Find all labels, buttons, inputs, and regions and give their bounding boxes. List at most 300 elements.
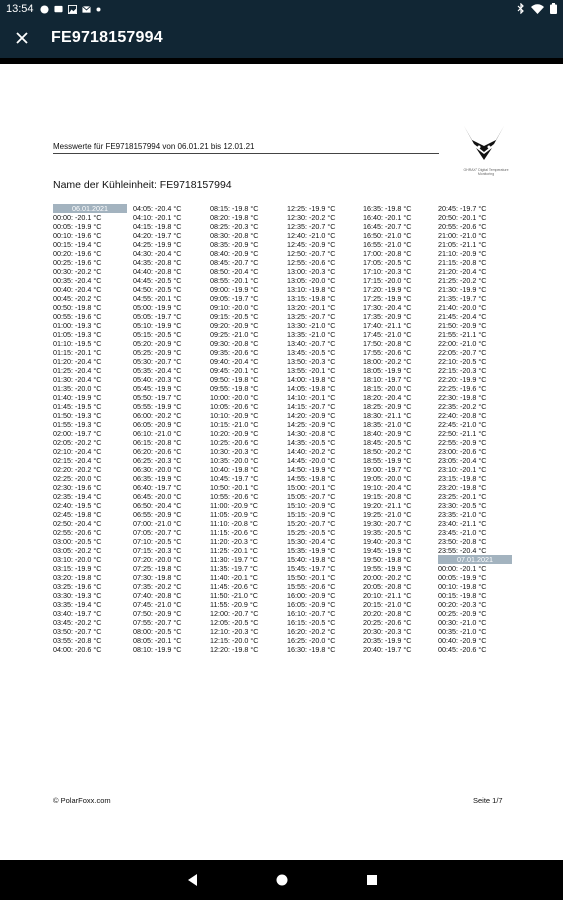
measurement-row: 10:20: -20.9 °C <box>210 429 259 438</box>
measurement-row: 15:25: -20.5 °C <box>287 528 336 537</box>
measurement-row: 03:45: -20.2 °C <box>53 618 102 627</box>
measurement-row: 15:50: -20.1 °C <box>287 573 336 582</box>
measurement-row: 21:10: -20.9 °C <box>438 249 487 258</box>
notification-icon <box>40 5 49 14</box>
measurement-row: 01:40: -19.9 °C <box>53 393 102 402</box>
measurement-row: 00:15: -19.8 °C <box>438 591 487 600</box>
measurement-row: 04:35: -20.8 °C <box>133 258 182 267</box>
dot-icon <box>96 7 101 12</box>
measurement-row: 20:20: -20.8 °C <box>363 609 412 618</box>
measurement-row: 16:15: -20.5 °C <box>287 618 336 627</box>
measurement-row: 17:25: -19.9 °C <box>363 294 412 303</box>
measurement-row: 19:50: -19.8 °C <box>363 555 412 564</box>
measurement-row: 06:30: -20.0 °C <box>133 465 182 474</box>
measurement-row: 01:20: -20.4 °C <box>53 357 102 366</box>
recents-icon[interactable] <box>364 872 380 888</box>
measurement-row: 23:00: -20.6 °C <box>438 447 487 456</box>
measurement-row: 04:15: -19.8 °C <box>133 222 182 231</box>
measurement-row: 00:05: -19.9 °C <box>438 573 487 582</box>
measurement-row: 18:05: -19.9 °C <box>363 366 412 375</box>
measurement-row: 08:30: -20.8 °C <box>210 231 259 240</box>
measurement-row: 00:05: -19.9 °C <box>53 222 102 231</box>
measurement-row: 20:40: -19.7 °C <box>363 645 412 654</box>
measurement-row: 23:15: -19.8 °C <box>438 474 487 483</box>
measurement-row: 16:20: -20.2 °C <box>287 627 336 636</box>
measurement-row: 13:00: -20.3 °C <box>287 267 336 276</box>
measurement-row: 19:20: -21.1 °C <box>363 501 412 510</box>
status-bar <box>0 0 563 18</box>
measurement-row: 21:45: -20.4 °C <box>438 312 487 321</box>
measurement-row: 11:20: -20.3 °C <box>210 537 258 546</box>
measurement-row: 06:40: -19.7 °C <box>133 483 182 492</box>
measurement-row: 17:30: -20.4 °C <box>363 303 412 312</box>
measurement-row: 17:10: -20.3 °C <box>363 267 412 276</box>
measurement-row: 19:10: -20.4 °C <box>363 483 412 492</box>
measurement-row: 22:45: -21.0 °C <box>438 420 487 429</box>
measurement-row: 15:15: -20.9 °C <box>287 510 336 519</box>
measurement-row: 06:00: -20.2 °C <box>133 411 182 420</box>
measurement-row: 16:55: -21.0 °C <box>363 240 412 249</box>
measurement-row: 19:30: -20.7 °C <box>363 519 412 528</box>
date-badge-row <box>438 555 514 564</box>
home-icon[interactable] <box>274 872 290 888</box>
measurement-row: 00:50: -19.8 °C <box>53 303 102 312</box>
measurement-row: 16:35: -19.8 °C <box>363 204 412 213</box>
measurement-row: 17:00: -20.8 °C <box>363 249 412 258</box>
measurement-row: 15:55: -20.6 °C <box>287 582 336 591</box>
date-badge-row <box>53 204 129 213</box>
measurement-row: 09:25: -21.0 °C <box>210 330 259 339</box>
measurement-row: 13:25: -20.7 °C <box>287 312 336 321</box>
company-logo <box>460 122 508 174</box>
measurement-row: 03:15: -19.9 °C <box>53 564 102 573</box>
measurement-row: 08:50: -20.4 °C <box>210 267 259 276</box>
measurement-row: 04:55: -20.1 °C <box>133 294 182 303</box>
measurement-row: 11:05: -20.9 °C <box>210 510 258 519</box>
measurement-header: Messwerte für FE9718157994 von 06.01.21 bis 12.01.21 <box>53 142 439 154</box>
measurement-row: 14:15: -20.7 °C <box>287 402 336 411</box>
measurement-row: 12:20: -19.8 °C <box>210 645 259 654</box>
measurement-row: 14:00: -19.8 °C <box>287 375 336 384</box>
measurement-row: 01:15: -20.1 °C <box>53 348 102 357</box>
measurement-row: 07:00: -21.0 °C <box>133 519 182 528</box>
measurement-row: 12:35: -20.7 °C <box>287 222 336 231</box>
measurement-row: 17:20: -19.9 °C <box>363 285 412 294</box>
measurement-row: 18:35: -21.0 °C <box>363 420 412 429</box>
measurement-row: 04:25: -19.9 °C <box>133 240 182 249</box>
measurement-row: 08:20: -19.8 °C <box>210 213 259 222</box>
measurement-row: 00:00: -20.1 °C <box>53 213 102 222</box>
measurement-row: 06:45: -20.0 °C <box>133 492 182 501</box>
measurement-row: 03:25: -19.6 °C <box>53 582 102 591</box>
measurement-row: 02:55: -20.6 °C <box>53 528 102 537</box>
measurement-row: 23:10: -20.1 °C <box>438 465 487 474</box>
measurement-row: 04:00: -20.6 °C <box>53 645 102 654</box>
measurement-row: 14:35: -20.5 °C <box>287 438 336 447</box>
measurement-row: 13:35: -21.0 °C <box>287 330 336 339</box>
measurement-row: 10:05: -20.6 °C <box>210 402 259 411</box>
measurement-row: 23:25: -20.1 °C <box>438 492 487 501</box>
measurement-row: 07:20: -20.0 °C <box>133 555 182 564</box>
measurement-row: 02:10: -20.4 °C <box>53 447 102 456</box>
measurement-row: 23:40: -21.1 °C <box>438 519 487 528</box>
measurement-row: 04:20: -19.7 °C <box>133 231 182 240</box>
measurement-row: 16:10: -20.7 °C <box>287 609 336 618</box>
measurement-row: 18:30: -21.1 °C <box>363 411 412 420</box>
status-time: 13:54 <box>6 3 34 15</box>
measurement-row: 11:10: -20.8 °C <box>210 519 258 528</box>
measurement-row: 18:20: -20.4 °C <box>363 393 412 402</box>
measurement-row: 04:40: -20.8 °C <box>133 267 182 276</box>
measurement-row: 12:45: -20.9 °C <box>287 240 336 249</box>
measurement-row: 07:40: -20.8 °C <box>133 591 182 600</box>
measurement-row: 00:40: -20.4 °C <box>53 285 102 294</box>
measurement-row: 11:55: -20.9 °C <box>210 600 258 609</box>
measurement-row: 21:20: -20.4 °C <box>438 267 487 276</box>
measurement-row: 11:50: -21.0 °C <box>210 591 258 600</box>
measurement-row: 01:50: -19.3 °C <box>53 411 102 420</box>
measurement-row: 13:55: -20.1 °C <box>287 366 336 375</box>
measurement-row: 13:50: -20.3 °C <box>287 357 336 366</box>
measurement-row: 10:55: -20.6 °C <box>210 492 259 501</box>
battery-icon <box>550 3 557 14</box>
measurement-row: 16:30: -19.8 °C <box>287 645 336 654</box>
nav-bar <box>0 860 563 900</box>
measurement-row: 09:15: -20.5 °C <box>210 312 259 321</box>
measurement-column <box>438 204 514 654</box>
measurement-row: 15:45: -19.7 °C <box>287 564 336 573</box>
measurement-row: 09:05: -19.7 °C <box>210 294 259 303</box>
measurement-row: 00:25: -20.9 °C <box>438 609 487 618</box>
measurement-row: 11:00: -20.9 °C <box>210 501 258 510</box>
measurement-row: 20:45: -19.7 °C <box>438 204 487 213</box>
measurement-row: 12:30: -20.2 °C <box>287 213 336 222</box>
measurement-column <box>53 204 129 654</box>
measurement-row: 14:25: -20.9 °C <box>287 420 336 429</box>
measurement-columns <box>53 204 513 804</box>
app-bar <box>0 18 563 58</box>
measurement-row: 23:45: -21.0 °C <box>438 528 487 537</box>
measurement-row: 20:25: -20.6 °C <box>363 618 412 627</box>
measurement-row: 00:00: -20.1 °C <box>438 564 487 573</box>
measurement-row: 22:50: -21.1 °C <box>438 429 487 438</box>
measurement-row: 12:10: -20.3 °C <box>210 627 259 636</box>
measurement-row: 11:15: -20.6 °C <box>210 528 258 537</box>
measurement-row: 01:25: -20.4 °C <box>53 366 102 375</box>
measurement-row: 01:35: -20.0 °C <box>53 384 102 393</box>
measurement-row: 00:10: -19.8 °C <box>438 582 487 591</box>
measurement-row: 13:20: -20.1 °C <box>287 303 336 312</box>
email-icon <box>82 5 91 14</box>
measurement-row: 06:10: -21.0 °C <box>133 429 182 438</box>
measurement-row: 15:20: -20.7 °C <box>287 519 336 528</box>
measurement-row: 14:50: -19.9 °C <box>287 465 336 474</box>
measurement-row: 04:45: -20.5 °C <box>133 276 182 285</box>
measurement-row: 17:45: -21.0 °C <box>363 330 412 339</box>
measurement-column <box>287 204 363 654</box>
measurement-row: 01:30: -20.4 °C <box>53 375 102 384</box>
measurement-row: 03:20: -19.8 °C <box>53 573 102 582</box>
measurement-column <box>133 204 209 654</box>
measurement-row: 07:45: -21.0 °C <box>133 600 182 609</box>
measurement-row: 20:30: -20.3 °C <box>363 627 412 636</box>
measurement-row: 16:40: -20.1 °C <box>363 213 412 222</box>
measurement-row: 10:25: -20.6 °C <box>210 438 259 447</box>
wifi-icon <box>531 4 544 14</box>
measurement-row: 08:10: -19.9 °C <box>133 645 182 654</box>
measurement-row: 02:05: -20.2 °C <box>53 438 102 447</box>
measurement-row: 05:50: -19.7 °C <box>133 393 182 402</box>
measurement-row: 11:45: -20.6 °C <box>210 582 258 591</box>
measurement-row: 09:20: -20.9 °C <box>210 321 259 330</box>
measurement-row: 10:30: -20.3 °C <box>210 447 259 456</box>
measurement-row: 14:40: -20.2 °C <box>287 447 336 456</box>
date-badge: 07.01.2021 <box>438 555 512 564</box>
close-button[interactable] <box>8 24 36 52</box>
measurement-row: 02:25: -20.0 °C <box>53 474 102 483</box>
measurement-row: 00:25: -19.6 °C <box>53 258 102 267</box>
measurement-row: 02:35: -19.4 °C <box>53 492 102 501</box>
measurement-row: 12:25: -19.9 °C <box>287 204 336 213</box>
measurement-row: 03:40: -19.7 °C <box>53 609 102 618</box>
measurement-row: 22:30: -19.8 °C <box>438 393 487 402</box>
status-right-icons <box>517 3 557 14</box>
measurement-row: 16:25: -20.0 °C <box>287 636 336 645</box>
date-badge: 06.01.2021 <box>53 204 127 213</box>
measurement-row: 20:50: -20.1 °C <box>438 213 487 222</box>
measurement-row: 19:55: -19.9 °C <box>363 564 412 573</box>
measurement-row: 22:00: -21.0 °C <box>438 339 487 348</box>
measurement-row: 12:00: -20.7 °C <box>210 609 259 618</box>
measurement-row: 09:40: -20.4 °C <box>210 357 259 366</box>
measurement-row: 10:45: -19.7 °C <box>210 474 259 483</box>
measurement-row: 00:40: -20.9 °C <box>438 636 487 645</box>
measurement-row: 00:20: -19.6 °C <box>53 249 102 258</box>
measurement-row: 02:45: -19.8 °C <box>53 510 102 519</box>
measurement-row: 04:50: -20.5 °C <box>133 285 182 294</box>
measurement-row: 19:45: -19.9 °C <box>363 546 412 555</box>
measurement-row: 23:35: -21.0 °C <box>438 510 487 519</box>
measurement-row: 07:15: -20.3 °C <box>133 546 182 555</box>
measurement-row: 16:50: -21.0 °C <box>363 231 412 240</box>
measurement-row: 14:55: -19.8 °C <box>287 474 336 483</box>
measurement-row: 21:15: -20.8 °C <box>438 258 487 267</box>
measurement-row: 08:00: -20.5 °C <box>133 627 182 636</box>
measurement-row: 09:45: -20.1 °C <box>210 366 259 375</box>
measurement-row: 05:20: -20.9 °C <box>133 339 182 348</box>
measurement-row: 07:10: -20.5 °C <box>133 537 182 546</box>
measurement-row: 13:45: -20.5 °C <box>287 348 336 357</box>
measurement-row: 19:05: -20.0 °C <box>363 474 412 483</box>
measurement-row: 07:30: -19.8 °C <box>133 573 182 582</box>
measurement-row: 06:20: -20.6 °C <box>133 447 182 456</box>
measurement-row: 07:25: -19.8 °C <box>133 564 182 573</box>
measurement-row: 22:05: -20.7 °C <box>438 348 487 357</box>
measurement-row: 18:40: -20.9 °C <box>363 429 412 438</box>
measurement-row: 13:30: -21.0 °C <box>287 321 336 330</box>
measurement-row: 09:00: -19.9 °C <box>210 285 259 294</box>
measurement-row: 21:40: -20.0 °C <box>438 303 487 312</box>
measurement-row: 08:35: -20.9 °C <box>210 240 259 249</box>
measurement-row: 20:35: -19.9 °C <box>363 636 412 645</box>
measurement-row: 12:50: -20.7 °C <box>287 249 336 258</box>
measurement-row: 14:20: -20.9 °C <box>287 411 336 420</box>
measurement-row: 21:55: -21.1 °C <box>438 330 487 339</box>
measurement-row: 15:35: -19.9 °C <box>287 546 336 555</box>
bluetooth-icon <box>517 3 525 14</box>
cooling-unit-name: Name der Kühleinheit: FE9718157994 <box>53 179 232 191</box>
footer-page-number: Seite 1/7 <box>473 796 503 805</box>
measurement-row: 05:10: -19.9 °C <box>133 321 182 330</box>
measurement-row: 14:30: -20.8 °C <box>287 429 336 438</box>
measurement-row: 09:10: -20.0 °C <box>210 303 259 312</box>
measurement-row: 15:00: -20.1 °C <box>287 483 336 492</box>
measurement-row: 22:55: -20.9 °C <box>438 438 487 447</box>
measurement-row: 13:05: -20.0 °C <box>287 276 336 285</box>
measurement-row: 00:55: -19.6 °C <box>53 312 102 321</box>
measurement-row: 07:05: -20.7 °C <box>133 528 182 537</box>
measurement-row: 22:25: -19.6 °C <box>438 384 487 393</box>
measurement-row: 19:00: -19.7 °C <box>363 465 412 474</box>
measurement-row: 14:05: -19.8 °C <box>287 384 336 393</box>
measurement-row: 08:15: -19.8 °C <box>210 204 259 213</box>
back-icon[interactable] <box>185 872 201 888</box>
measurement-row: 16:05: -20.9 °C <box>287 600 336 609</box>
measurement-row: 12:15: -20.0 °C <box>210 636 259 645</box>
measurement-row: 01:10: -19.5 °C <box>53 339 102 348</box>
measurement-row: 21:25: -20.2 °C <box>438 276 487 285</box>
measurement-row: 15:10: -20.9 °C <box>287 501 336 510</box>
measurement-row: 23:20: -19.8 °C <box>438 483 487 492</box>
measurement-row: 12:40: -21.0 °C <box>287 231 336 240</box>
measurement-row: 09:55: -19.8 °C <box>210 384 259 393</box>
measurement-row: 00:45: -20.2 °C <box>53 294 102 303</box>
measurement-row: 22:20: -19.9 °C <box>438 375 487 384</box>
measurement-row: 18:50: -20.2 °C <box>363 447 412 456</box>
measurement-row: 01:45: -19.5 °C <box>53 402 102 411</box>
measurement-row: 01:00: -19.3 °C <box>53 321 102 330</box>
measurement-row: 05:55: -19.9 °C <box>133 402 182 411</box>
measurement-row: 03:05: -20.2 °C <box>53 546 102 555</box>
measurement-row: 05:05: -19.7 °C <box>133 312 182 321</box>
measurement-row: 06:50: -20.4 °C <box>133 501 182 510</box>
measurement-row: 04:10: -20.1 °C <box>133 213 182 222</box>
image-icon <box>68 5 77 14</box>
measurement-row: 13:40: -20.7 °C <box>287 339 336 348</box>
measurement-row: 17:35: -20.9 °C <box>363 312 412 321</box>
measurement-row: 19:15: -20.8 °C <box>363 492 412 501</box>
measurement-row: 03:00: -20.5 °C <box>53 537 102 546</box>
measurement-row: 01:05: -19.3 °C <box>53 330 102 339</box>
measurement-row: 07:55: -20.7 °C <box>133 618 182 627</box>
measurement-row: 13:10: -19.8 °C <box>287 285 336 294</box>
message-icon <box>54 5 63 14</box>
measurement-row: 18:15: -20.0 °C <box>363 384 412 393</box>
measurement-row: 20:55: -20.6 °C <box>438 222 487 231</box>
measurement-row: 00:35: -21.0 °C <box>438 627 487 636</box>
measurement-row: 10:15: -21.0 °C <box>210 420 259 429</box>
measurement-row: 23:30: -20.5 °C <box>438 501 487 510</box>
measurement-row: 10:10: -20.9 °C <box>210 411 259 420</box>
measurement-row: 06:35: -19.9 °C <box>133 474 182 483</box>
measurement-row: 20:15: -21.0 °C <box>363 600 412 609</box>
logo-text: GHRAX° Digital Temperature Monitoring <box>463 168 509 176</box>
measurement-column <box>210 204 286 654</box>
measurement-row: 19:35: -20.5 °C <box>363 528 412 537</box>
measurement-row: 09:50: -19.8 °C <box>210 375 259 384</box>
measurement-row: 10:40: -19.8 °C <box>210 465 259 474</box>
measurement-row: 22:40: -20.8 °C <box>438 411 487 420</box>
measurement-row: 10:50: -20.1 °C <box>210 483 259 492</box>
measurement-row: 11:35: -19.7 °C <box>210 564 258 573</box>
app-title: FE9718157994 <box>51 29 163 46</box>
measurement-row: 02:00: -19.7 °C <box>53 429 102 438</box>
measurement-row: 06:25: -20.3 °C <box>133 456 182 465</box>
measurement-row: 23:55: -20.4 °C <box>438 546 487 555</box>
measurement-row: 03:55: -20.8 °C <box>53 636 102 645</box>
measurement-row: 00:35: -20.4 °C <box>53 276 102 285</box>
measurement-row: 06:15: -20.8 °C <box>133 438 182 447</box>
measurement-row: 15:40: -19.8 °C <box>287 555 336 564</box>
measurement-row: 03:50: -20.7 °C <box>53 627 102 636</box>
measurement-row: 18:00: -20.2 °C <box>363 357 412 366</box>
measurement-row: 05:15: -20.5 °C <box>133 330 182 339</box>
measurement-row: 17:05: -20.5 °C <box>363 258 412 267</box>
measurement-row: 02:50: -20.4 °C <box>53 519 102 528</box>
measurement-row: 06:55: -20.9 °C <box>133 510 182 519</box>
measurement-row: 11:40: -20.1 °C <box>210 573 258 582</box>
measurement-row: 16:45: -20.7 °C <box>363 222 412 231</box>
measurement-row: 09:35: -20.6 °C <box>210 348 259 357</box>
measurement-row: 12:05: -20.5 °C <box>210 618 259 627</box>
measurement-row: 13:15: -19.8 °C <box>287 294 336 303</box>
measurement-row: 17:55: -20.6 °C <box>363 348 412 357</box>
measurement-row: 07:50: -20.9 °C <box>133 609 182 618</box>
measurement-row: 08:40: -20.9 °C <box>210 249 259 258</box>
measurement-row: 10:00: -20.0 °C <box>210 393 259 402</box>
measurement-row: 03:10: -20.0 °C <box>53 555 102 564</box>
measurement-row: 05:25: -20.9 °C <box>133 348 182 357</box>
measurement-row: 14:10: -20.1 °C <box>287 393 336 402</box>
measurement-row: 21:00: -21.0 °C <box>438 231 487 240</box>
measurement-row: 20:05: -20.8 °C <box>363 582 412 591</box>
measurement-row: 19:25: -21.0 °C <box>363 510 412 519</box>
measurement-row: 17:15: -20.0 °C <box>363 276 412 285</box>
measurement-row: 04:30: -20.4 °C <box>133 249 182 258</box>
measurement-row: 11:30: -19.7 °C <box>210 555 258 564</box>
measurement-row: 18:55: -19.9 °C <box>363 456 412 465</box>
measurement-row: 11:25: -20.1 °C <box>210 546 258 555</box>
measurement-row: 05:35: -20.4 °C <box>133 366 182 375</box>
measurement-row: 08:05: -20.1 °C <box>133 636 182 645</box>
measurement-row: 05:00: -19.9 °C <box>133 303 182 312</box>
measurement-row: 22:10: -20.5 °C <box>438 357 487 366</box>
measurement-row: 21:50: -20.9 °C <box>438 321 487 330</box>
measurement-row: 05:40: -20.3 °C <box>133 375 182 384</box>
measurement-row: 05:30: -20.7 °C <box>133 357 182 366</box>
measurement-row: 05:45: -19.9 °C <box>133 384 182 393</box>
measurement-row: 21:05: -21.1 °C <box>438 240 487 249</box>
measurement-row: 23:05: -20.4 °C <box>438 456 487 465</box>
measurement-row: 00:30: -21.0 °C <box>438 618 487 627</box>
measurement-row: 03:30: -19.3 °C <box>53 591 102 600</box>
measurement-row: 12:55: -20.6 °C <box>287 258 336 267</box>
measurement-row: 20:00: -20.2 °C <box>363 573 412 582</box>
measurement-row: 09:30: -20.8 °C <box>210 339 259 348</box>
measurement-row: 22:15: -20.3 °C <box>438 366 487 375</box>
measurement-row: 17:40: -21.1 °C <box>363 321 412 330</box>
measurement-row: 08:25: -20.3 °C <box>210 222 259 231</box>
